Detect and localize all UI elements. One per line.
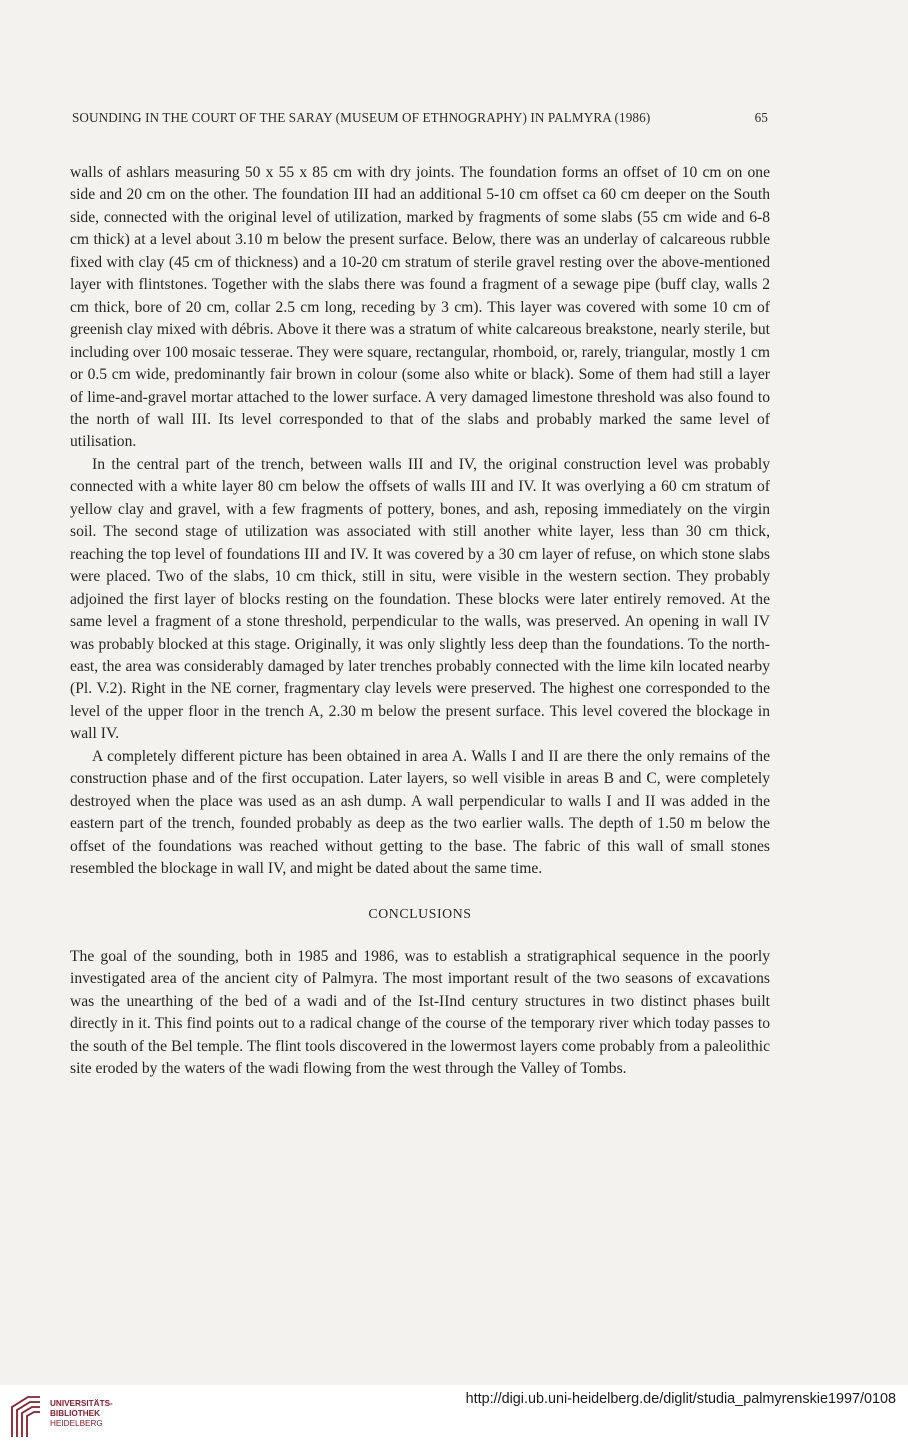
- running-head-title: SOUNDING IN THE COURT OF THE SARAY (MUSEUM OF ETHNOGRAPHY) IN PALMYRA (1986): [72, 110, 651, 125]
- library-name-line-2: BIBLIOTHEK: [50, 1409, 101, 1418]
- paragraph-continued: walls of ashlars measuring 50 x 55 x 85 cm with dry joints. The foundation forms an offset of 10 cm on one side and 20 cm on the other. The foundation III had an additional 5-10 cm offset ca 60 cm deeper on the South side, connected with the original level of utilization, marked by fragments of some slabs (55 cm wide and 6-8 cm thick) at a level about 3.10 m below the present surface. Below, there was an underlay of calcareous rubble fixed with clay (45 cm of thickness) and a 10-20 cm stratum of sterile gravel resting over the above-mentioned layer with flintstones. Together with the slabs there was found a fragment of a sewage pipe (buff clay, walls 2 cm thick, bore of 20 cm, collar 2.5 cm long, receding by 3 cm). This layer was covered with some 10 cm of greenish clay mixed with débris. Above it there was a stratum of white calcareous breakstone, nearly sterile, but including over 100 mosaic tesserae. They were square, rectangular, rhomboid, or, rarely, triangular, mostly 1 cm or 0.5 cm wide, predominantly fair brown in colour (some also white or black). Some of them had still a layer of lime-and-gravel mortar attached to the lower surface. A very damaged limestone threshold was also found to the north of wall III. Its level corresponded to that of the slabs and probably marked the same level of utilisation.: [70, 164, 770, 451]
- source-url-link[interactable]: http://digi.ub.uni-heidelberg.de/diglit/studia_palmyrenskie1997/0108: [465, 1391, 896, 1407]
- library-name: [50, 1399, 113, 1429]
- paragraph-central-trench: In the central part of the trench, between walls III and IV, the original construction level was probably connected with a white layer 80 cm below the offsets of walls III and IV. It was overlying a 60 cm stratum of yellow clay and gravel, with a few fragments of pottery, bones, and ash, reposing immediately on the virgin soil. The second stage of utilization was associated with still another white layer, less than 30 cm thick, reaching the top level of foundations III and IV. It was covered by a 30 cm layer of refuse, on which stone slabs were placed. Two of the slabs, 10 cm thick, still in situ, were visible in the western section. They probably adjoined the first layer of blocks resting on the foundation. These blocks were later entirely removed. At the same level a fragment of a stone threshold, perpendicular to the walls, was preserved. An opening in wall IV was probably blocked at this stage. Originally, it was only slightly less deep than the foundations. To the north-east, the area was considerably damaged by later trenches probably connected with the lime kiln located nearby (Pl. V.2). Right in the NE corner, fragmentary clay levels were preserved. The highest one corresponded to the level of the upper floor in the trench A, 2.30 m below the present surface. This level covered the blockage in wall IV.: [70, 455, 770, 743]
- body-text: [70, 162, 770, 1081]
- paragraph-conclusions: The goal of the sounding, both in 1985 and 1986, was to establish a stratigraphical sequence in the poorly investigated area of the ancient city of Palmyra. The most important result of the two seasons of excavations was the unearthing of the bed of a wadi and of the Ist-IInd century structures in two distinct phases built directly in it. This find points out to a radical change of the course of the temporary river which today passes to the south of the Bel temple. The flint tools discovered in the lowermost layers come probably from a paleolithic site eroded by the waters of the wadi flowing from the west through the Valley of Tombs.: [70, 947, 770, 1078]
- page-number: 65: [754, 110, 768, 125]
- section-heading: CONCLUSIONS: [368, 905, 472, 921]
- university-library-logo-icon: [8, 1393, 44, 1439]
- paragraph-area-a: A completely different picture has been obtained in area A. Walls I and II are there the only remains of the construction phase and of the first occupation. Later layers, so well visible in areas B and C, were completely destroyed when the place was used as an ash dump. A wall perpendicular to walls I and II was added in the eastern part of the trench, founded probably as deep as the two earlier walls. The depth of 1.50 m below the offset of the foundations was reached without getting to the base. The fabric of this wall of small stones resembled the blockage in wall IV, and might be dated about the same time.: [70, 747, 770, 878]
- digitization-footer: [0, 1385, 908, 1447]
- library-name-line-1: UNIVERSITÄTS-: [50, 1399, 113, 1408]
- library-name-line-3: HEIDELBERG: [50, 1419, 103, 1428]
